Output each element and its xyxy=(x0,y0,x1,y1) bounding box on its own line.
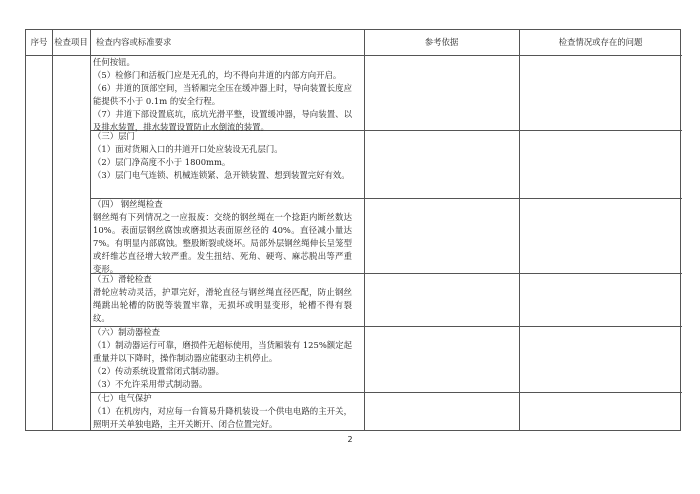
content-line: （3）层门电气连锁、机械连锁紧、急开锁装置、想到装置完好有效。 xyxy=(93,170,350,180)
content-line: （7）井道下部设置底坑，底坑光滑平整，设置缓冲器，导向装置、以及排水装置，排水装置设置防止水倒流的装置。 xyxy=(93,109,352,132)
content-line: （四） 钢丝绳检查 xyxy=(93,199,163,209)
content-line: （2）传动系统设置常闭式制动器。 xyxy=(93,366,224,376)
content-line: （三）层门 xyxy=(93,131,135,141)
content-line: （七）电气保护 xyxy=(93,393,152,403)
content-line: （六）制动器检查 xyxy=(93,327,160,337)
content-line: （五）滑轮检查 xyxy=(93,274,152,284)
header-col-basis: 参考依据 xyxy=(424,37,459,47)
content-line: （2）层门净高度不小于 1800mm。 xyxy=(93,157,231,167)
section-electrical-protection xyxy=(89,392,357,431)
section-wire-rope xyxy=(89,198,357,273)
content-line: 钢丝绳有下列情况之一应报废：交绕的钢丝绳在一个捻距内断丝数达 10%。表面层钢丝腐蚀或磨损达表面原丝径的 40%。直径减小量达 7%。有明显内部腐蚀。整股断裂或烧坏。局部外层钢丝绳伸长呈笼型或纤维芯直径增大较严重。发生扭结、死角、硬弯、麻芯脱出等严重变形。 xyxy=(93,212,352,273)
content-line: （3）不允许采用带式制动器。 xyxy=(93,379,208,389)
column-divider xyxy=(364,30,365,430)
content-line: 滑轮应转动灵活，护罩完好，滑轮直径与钢丝绳直径匹配，防止钢丝绳跳出轮槽的防脱等装置牢靠，无损坏或明显变形，轮槽不得有裂纹。 xyxy=(93,287,352,323)
content-line: （1）在机房内，对应每一台简易升降机装设一个供电电路的主开关，照明开关单独电路，主开关断开、闭合位置完好。 xyxy=(93,406,352,429)
header-col-item: 检查项目 xyxy=(54,37,88,47)
column-divider xyxy=(52,30,53,430)
header-col-issue: 检查情况或存在的问题 xyxy=(558,37,643,47)
content-line: （6）井道的顶部空间，当轿厢完全压在缓冲器上时，导向装置长度应能提供不小于 0.1m 的安全行程。 xyxy=(93,83,352,106)
section-pulley xyxy=(89,273,357,326)
content-line: （1）制动器运行可靠，磨损件无超标使用，当货厢装有 125%额定起重量并以下降时，操作制动器应能驱动主机停止。 xyxy=(93,340,352,363)
content-line: （1）面对货厢入口的井道开口处应装设无孔层门。 xyxy=(93,144,283,154)
header-col-no: 序号 xyxy=(30,37,48,47)
section-brake xyxy=(89,326,357,392)
content-line: （5）检修门和活板门应是无孔的，均不得向井道的内部方向开启。 xyxy=(93,70,342,80)
page-number: 2 xyxy=(347,435,353,444)
column-divider xyxy=(519,30,520,430)
section-landing-doors xyxy=(89,130,357,198)
content-line: 任何按钮。 xyxy=(93,57,135,67)
header-col-content: 检查内容或标准要求 xyxy=(96,37,172,47)
